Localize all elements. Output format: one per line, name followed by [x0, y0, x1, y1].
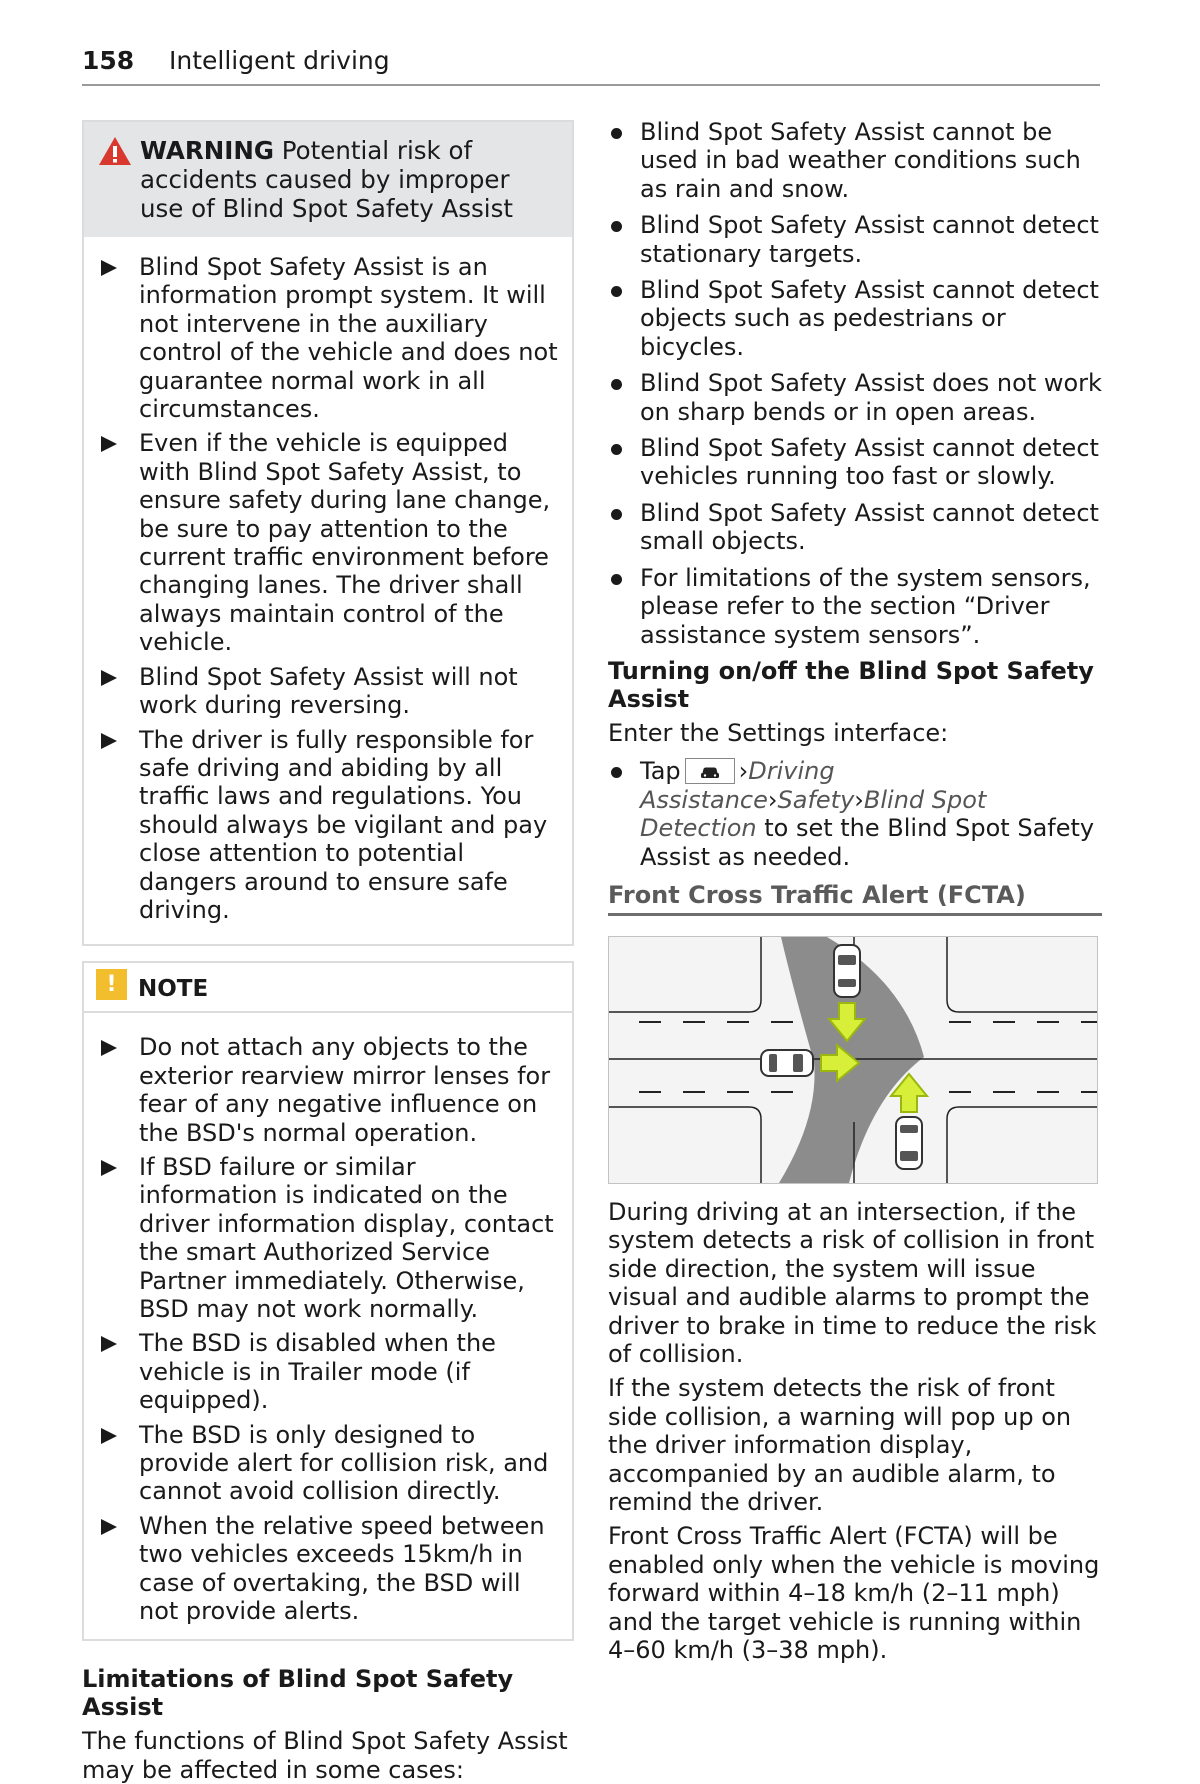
note-box: [82, 961, 574, 1641]
fcta-title: Front Cross Traffic Alert (FCTA): [608, 881, 1102, 916]
list-item-text: Blind Spot Safety Assist is an information prompt system. It will not intervene in the auxiliary control of the vehicle and does not guarantee normal work in all circumstances.: [139, 253, 558, 424]
fcta-diagram: [608, 936, 1098, 1184]
list-item: [100, 663, 558, 720]
list-item: [608, 276, 1102, 361]
list-item: [100, 1512, 558, 1626]
triangle-bullet-icon: [101, 670, 117, 686]
chevron-right-icon: ›: [738, 757, 749, 786]
bullet-dot-icon: [611, 221, 622, 232]
bullet-dot-icon: [611, 509, 622, 520]
list-item-text: When the relative speed between two vehicles exceeds 15km/h in case of overtaking, the BSD will not provide alerts.: [139, 1511, 545, 1626]
list-item: [608, 118, 1102, 203]
note-label: NOTE: [138, 976, 209, 1003]
fcta-paragraph-1: During driving at an intersection, if the system detects a risk of collision in front side direction, the system will issue visual and audible alarms to prompt the driver to brake in time to reduce the risk of collision.: [608, 1197, 1097, 1368]
list-item: [608, 369, 1102, 426]
list-item: [608, 211, 1102, 268]
list-item-text: Do not attach any objects to the exterior rearview mirror lenses for fear of any negative influence on the BSD's normal operation.: [139, 1033, 551, 1147]
list-item: [608, 499, 1102, 556]
turning-suffix: to set the Blind Spot Safety Assist as needed.: [640, 814, 1095, 871]
list-item: [100, 726, 558, 925]
list-item-text: Blind Spot Safety Assist does not work on sharp bends or in open areas.: [640, 369, 1102, 426]
intersection-illustration: [609, 937, 1097, 1183]
note-header: [84, 963, 572, 1013]
triangle-bullet-icon: [101, 1160, 117, 1176]
bullet-dot-icon: [611, 128, 622, 139]
menu-path-safety: Safety: [777, 785, 855, 814]
warning-box: [82, 120, 574, 946]
list-item-text: Blind Spot Safety Assist cannot be used in bad weather conditions such as rain and snow.: [640, 118, 1081, 203]
menu-path-blind-spot-detection: Blind Spot Detection: [640, 785, 987, 843]
triangle-bullet-icon: [101, 733, 117, 749]
limitations-heading: Limitations of Blind Spot Safety Assist: [82, 1665, 514, 1722]
note-body: [84, 1013, 572, 1639]
right-column: [608, 118, 1102, 1664]
triangle-bullet-icon: [101, 1040, 117, 1056]
warning-label: WARNING: [140, 136, 274, 165]
left-column: [82, 120, 574, 1784]
limitations-intro: The functions of Blind Spot Safety Assist may be affected in some cases:: [82, 1727, 568, 1784]
tap-word: Tap: [640, 757, 681, 786]
list-item: [100, 253, 558, 423]
bullet-dot-icon: [611, 574, 622, 585]
menu-path-driving-assistance: Driving Assistance: [640, 757, 835, 814]
bullet-dot-icon: [611, 286, 622, 297]
warning-header: [84, 122, 572, 237]
warning-title: Potential risk of accidents caused by improper use of Blind Spot Safety Assist: [140, 136, 513, 223]
list-item: [608, 434, 1102, 491]
chapter-title: Intelligent driving: [169, 46, 390, 75]
chevron-right-icon: ›: [854, 785, 864, 814]
list-item-text: Blind Spot Safety Assist cannot detect stationary targets.: [640, 211, 1099, 268]
turning-list: [608, 757, 1102, 871]
car-bottom-icon: [896, 1117, 922, 1169]
list-item-text: Blind Spot Safety Assist will not work during reversing.: [139, 662, 518, 720]
triangle-bullet-icon: [101, 1428, 117, 1444]
warning-body: [84, 237, 572, 944]
list-item-text: Even if the vehicle is equipped with Blind Spot Safety Assist, to ensure safety during lane change, be sure to pay attention to the current traffic environment before changing lanes. The driver shall always maintain control of the vehicle.: [139, 429, 551, 657]
list-item: [608, 757, 1102, 871]
triangle-bullet-icon: [101, 436, 117, 452]
triangle-bullet-icon: [101, 1519, 117, 1535]
list-item: [100, 1153, 558, 1323]
triangle-bullet-icon: [101, 1336, 117, 1352]
page-number: 158: [82, 46, 135, 75]
car-top-icon: [834, 945, 860, 997]
warning-triangle-icon: [98, 136, 132, 172]
list-item-text: Blind Spot Safety Assist cannot detect small objects.: [640, 498, 1099, 556]
list-item: [100, 1421, 558, 1506]
turning-heading: Turning on/off the Blind Spot Safety Assist: [608, 656, 1094, 713]
fcta-paragraph-2: If the system detects the risk of front side collision, a warning will pop up on the driver information display, accompanied by an audible alarm, to remind the driver.: [608, 1374, 1072, 1516]
bullet-dot-icon: [611, 767, 622, 778]
list-item-text: The BSD is only designed to provide alert for collision risk, and cannot avoid collision directly.: [139, 1420, 549, 1506]
note-exclamation-icon: !: [96, 969, 127, 1000]
list-item-text: If BSD failure or similar information is indicated on the driver information display, contact the smart Authorized Service Partner immediately. Otherwise, BSD may not work normally.: [139, 1152, 554, 1323]
list-item-text: Blind Spot Safety Assist cannot detect objects such as pedestrians or bicycles.: [640, 276, 1099, 361]
list-item-text: For limitations of the system sensors, please refer to the section “Driver assistance system sensors”.: [640, 563, 1091, 649]
list-item: [608, 564, 1102, 649]
list-item-text: The driver is fully responsible for safe driving and abiding by all traffic laws and regulations. You should always be vigilant and pay close attention to potential dangers around to ensure safe driving.: [139, 725, 548, 924]
limitations-list: [608, 118, 1102, 649]
triangle-bullet-icon: [101, 260, 117, 276]
bullet-dot-icon: [611, 379, 622, 390]
chevron-right-icon: ›: [767, 785, 778, 814]
bullet-dot-icon: [611, 444, 622, 455]
list-item: [100, 1329, 558, 1414]
page-header: [82, 42, 1100, 86]
list-item: [100, 429, 558, 656]
list-item: [100, 1033, 558, 1147]
turning-intro: Enter the Settings interface:: [608, 718, 949, 747]
list-item-text: The BSD is disabled when the vehicle is in Trailer mode (if equipped).: [139, 1329, 496, 1415]
car-left-icon: [761, 1050, 813, 1076]
note-list: [100, 1033, 558, 1625]
warning-list: [100, 253, 558, 924]
fcta-paragraph-3: Front Cross Traffic Alert (FCTA) will be enabled only when the vehicle is moving forward within 4–18 km/h (2–11 mph) and the target vehicle is running within 4–60 km/h (3–38 mph).: [608, 1522, 1100, 1665]
car-settings-icon: [685, 758, 735, 784]
list-item-text: Blind Spot Safety Assist cannot detect vehicles running too fast or slowly.: [640, 434, 1099, 491]
